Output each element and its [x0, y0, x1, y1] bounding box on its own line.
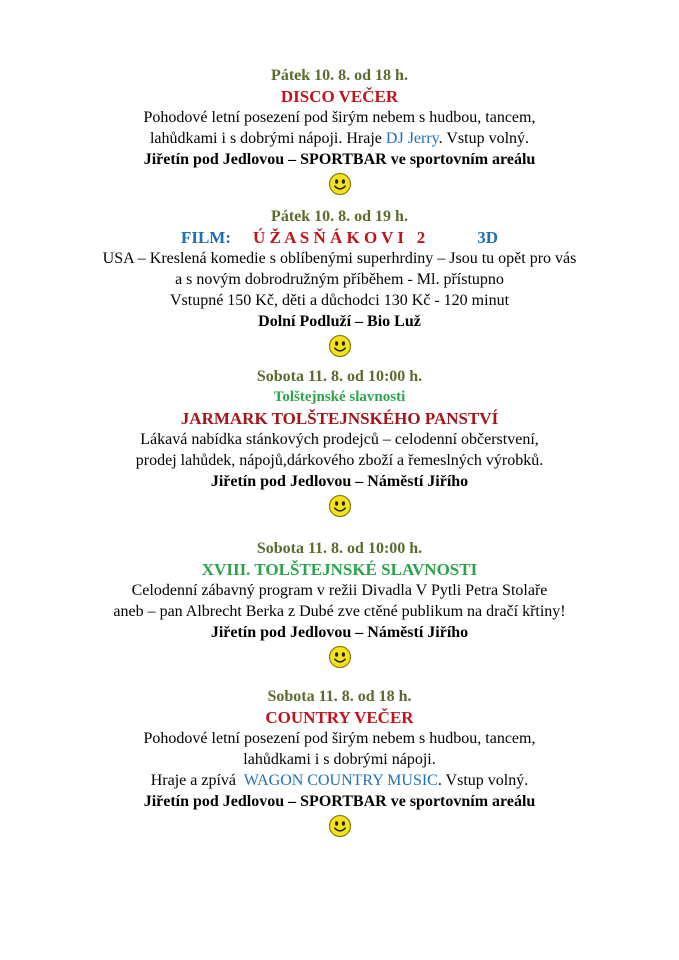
event-date: Pátek 10. 8. od 18 h. — [271, 67, 408, 84]
event-date: Sobota 11. 8. od 18 h. — [267, 688, 412, 705]
event-place: Jiřetín pod Jedlovou – SPORTBAR ve sportovním areálu — [143, 793, 536, 810]
event-place: Jiřetín pod Jedlovou – Náměstí Jiřího — [210, 473, 469, 490]
event-jarmark — [0, 366, 679, 518]
event-title: COUNTRY VEČER — [265, 708, 414, 727]
event-country — [0, 686, 679, 838]
event-description: USA – Kreslená komedie s oblíbenými superhrdiny – Jsou tu opět pro vás — [102, 250, 577, 267]
film-format: 3D — [477, 228, 499, 247]
smiley-icon — [328, 814, 352, 838]
event-place: Dolní Podluží – Bio Luž — [258, 313, 421, 330]
event-description: Pohodové letní posezení pod širým nebem s hudbou, tancem, — [143, 109, 536, 126]
smiley-icon — [328, 172, 352, 196]
event-description: Celodenní zábavný program v režii Divadla V Pytli Petra Stolaře — [131, 582, 548, 599]
smiley-icon — [328, 334, 352, 358]
event-description: lahůdkami i s dobrými nápoji. — [243, 751, 436, 768]
event-title: XVIII. TOLŠTEJNSKÉ SLAVNOSTI — [201, 560, 478, 579]
event-title: JARMARK TOLŠTEJNSKÉHO PANSTVÍ — [180, 409, 499, 428]
event-description — [0, 128, 679, 149]
event-place: Jiřetín pod Jedlovou – SPORTBAR ve sportovním areálu — [143, 151, 536, 168]
event-date: Sobota 11. 8. od 10:00 h. — [256, 540, 423, 557]
event-place: Jiřetín pod Jedlovou – Náměstí Jiřího — [210, 624, 469, 641]
event-date: Sobota 11. 8. od 10:00 h. — [256, 368, 423, 385]
performer-name: WAGON COUNTRY MUSIC — [243, 772, 438, 789]
smiley-icon — [328, 645, 352, 669]
description-text: . Vstup volný. — [438, 130, 530, 147]
event-subtitle: Tolštejnské slavnosti — [273, 389, 406, 405]
description-text: Hraje a zpívá — [150, 772, 244, 789]
event-description: Vstupné 150 Kč, děti a důchodci 130 Kč - 120 minut — [169, 292, 510, 309]
event-date: Pátek 10. 8. od 19 h. — [271, 208, 408, 225]
event-description: Pohodové letní posezení pod širým nebem s hudbou, tancem, — [143, 730, 536, 747]
event-slavnosti — [0, 538, 679, 669]
event-title: DISCO VEČER — [280, 87, 399, 106]
event-description: Lákavá nabídka stánkových prodejců – celodenní občerstvení, — [140, 431, 539, 448]
description-text: lahůdkami i s dobrými nápoji. Hraje — [149, 130, 386, 147]
event-disco — [0, 65, 679, 196]
smiley-icon — [328, 494, 352, 518]
description-text: . Vstup volný. — [437, 772, 529, 789]
event-description: aneb – pan Albrecht Berka z Dubé zve ctěné publikum na dračí křtiny! — [113, 603, 566, 620]
film-title: Ú Ž A S Ň Á K O V I 2 — [253, 228, 426, 247]
event-description: prodej lahůdek, nápojů,dárkového zboží a řemeslných výrobků. — [135, 452, 544, 469]
performer-name: DJ Jerry — [385, 130, 439, 147]
event-description: a s novým dobrodružným příběhem - Ml. přístupno — [175, 271, 504, 288]
event-film — [0, 206, 679, 358]
event-title — [0, 227, 679, 248]
event-description — [0, 770, 679, 791]
film-label: FILM: — [180, 228, 231, 247]
